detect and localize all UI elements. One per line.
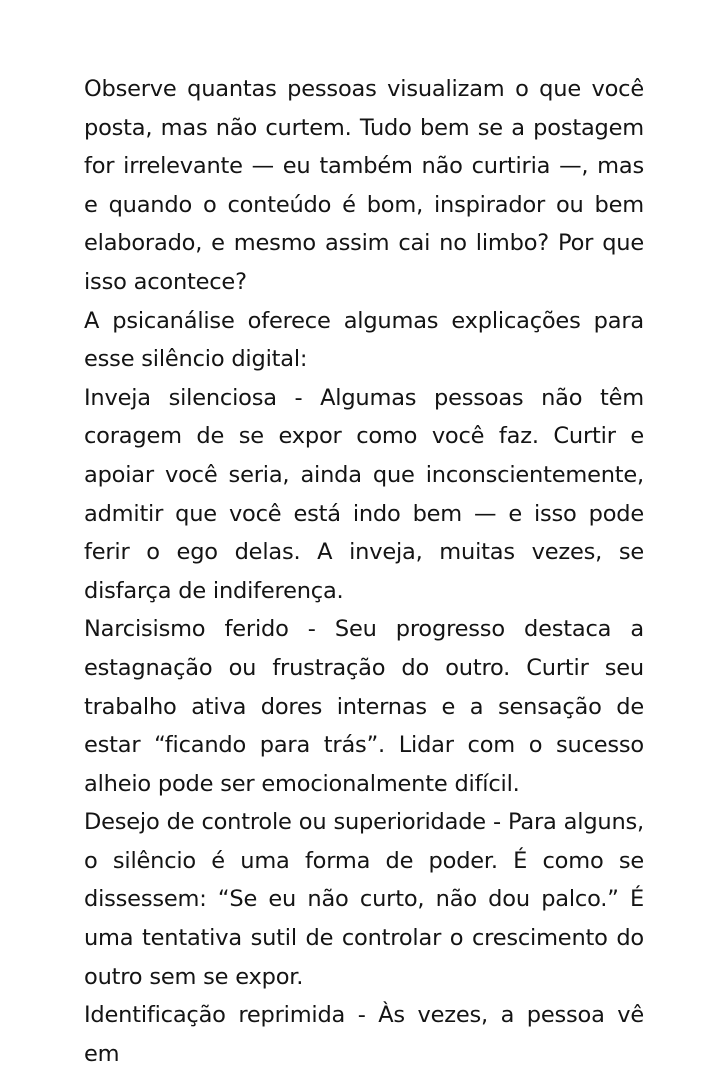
paragraph-intro: Observe quantas pessoas visualizam o que você posta, mas não curtem. Tudo bem se a postagem for irrelevante — eu também não curtiria —, mas e quando o conteúdo é bom, inspirador ou bem elaborado, e mesmo assim cai no limbo? Por que isso acontece?	[84, 76, 644, 295]
paragraph-psychoanalysis: A psicanálise oferece algumas explicações para esse silêncio digital:	[84, 307, 644, 373]
paragraph-wounded-narcissism: Narcisismo ferido - Seu progresso destaca a estagnação ou frustração do outro. Curtir seu trabalho ativa dores internas e a sensação de estar “ficando para trás”. Lidar com o sucesso alheio pode ser emocionalmente difícil.	[84, 616, 644, 797]
paragraph-control-desire: Desejo de controle ou superioridade - Para alguns, o silêncio é uma forma de poder. É como se dissessem: “Se eu não curto, não dou palco.” É uma tentativa sutil de controlar o crescimento do outro sem se expor.	[84, 809, 644, 990]
paragraph-silent-envy: Inveja silenciosa - Algumas pessoas não têm coragem de se expor como você faz. Curtir e apoiar você seria, ainda que inconscientemente, admitir que você está indo bem — e isso pode ferir o ego delas. A inveja, muitas vezes, se disfarça de indiferença.	[84, 384, 644, 604]
document-body	[84, 70, 644, 1073]
paragraph-repressed-identification: Identificação reprimida - Às vezes, a pessoa vê em	[84, 1002, 644, 1067]
